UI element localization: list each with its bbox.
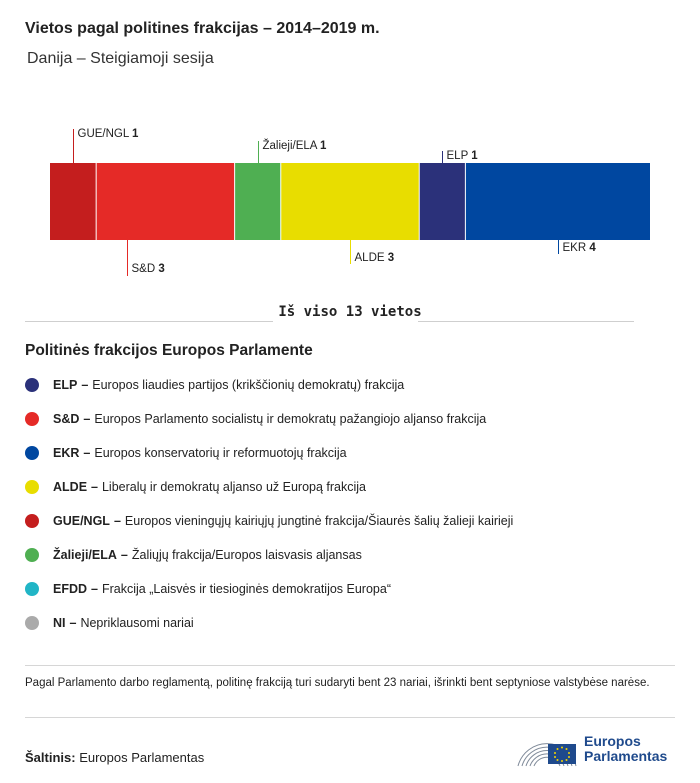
- logo-line-1: Europos: [584, 733, 641, 749]
- legend-abbreviation: GUE/NGL: [53, 514, 110, 528]
- legend-color-dot: [25, 446, 39, 460]
- legend-item: [25, 436, 513, 470]
- legend-separator: –: [83, 412, 91, 426]
- source-value: Europos Parlamentas: [79, 750, 205, 765]
- legend-abbreviation: EFDD: [53, 582, 88, 596]
- legend-item: [25, 572, 513, 606]
- legend-item: [25, 402, 513, 436]
- legend-color-dot: [25, 582, 39, 596]
- legend-separator: –: [113, 514, 121, 528]
- legend-item: [25, 504, 513, 538]
- legend-abbreviation: NI: [53, 616, 66, 630]
- data-label-name: ALDE: [354, 252, 388, 264]
- bar-segment: [281, 163, 419, 240]
- legend: [25, 368, 513, 640]
- legend-separator: –: [81, 378, 89, 392]
- legend-description: Europos vieningųjų kairiųjų jungtinė frakcija/Šiaurės šalių žalieji kairieji: [124, 514, 514, 528]
- legend-color-dot: [25, 548, 39, 562]
- legend-color-dot: [25, 616, 39, 630]
- data-label: [355, 252, 395, 264]
- data-label-name: S&D: [131, 263, 159, 275]
- bar-segment: [96, 163, 234, 240]
- legend-color-dot: [25, 480, 39, 494]
- legend-description: Nepriklausomi nariai: [80, 616, 194, 630]
- logo-wordmark: [584, 734, 667, 764]
- legend-title: Politinės frakcijos Europos Parlamente: [25, 342, 313, 359]
- legend-color-dot: [25, 412, 39, 426]
- seat-distribution-chart: [0, 0, 700, 300]
- total-seats-label: Iš viso 13 vietos: [278, 304, 422, 320]
- bar-segment: [50, 163, 96, 240]
- data-label-value: 3: [158, 263, 165, 275]
- data-label-name: GUE/NGL: [77, 128, 133, 140]
- data-label: [78, 128, 140, 140]
- legend-description: Europos Parlamento socialistų ir demokratų pažangiojo aljanso frakcija: [94, 412, 487, 426]
- legend-item: [25, 368, 513, 402]
- divider: [25, 665, 675, 666]
- bar-segment: [465, 163, 650, 240]
- source-label: Šaltinis:: [25, 750, 76, 765]
- legend-item: [25, 606, 513, 640]
- legend-separator: –: [120, 548, 128, 562]
- legend-separator: –: [69, 616, 77, 630]
- legend-abbreviation: EKR: [53, 446, 80, 460]
- data-label-name: Žalieji/ELA: [262, 140, 321, 152]
- legend-separator: –: [91, 480, 98, 494]
- bar-segment: [419, 163, 465, 240]
- legend-abbreviation: ALDE: [53, 480, 88, 494]
- data-label: [563, 242, 597, 254]
- chart-title: Vietos pagal politines frakcijas – 2014–2019 m.: [25, 20, 380, 37]
- parliament-hemicycle-eu-flag-icon: [514, 726, 580, 770]
- logo-line-2: Parlamentas: [584, 748, 668, 764]
- legend-color-dot: [25, 514, 39, 528]
- divider: [25, 717, 675, 718]
- european-parliament-logo: [514, 726, 684, 770]
- legend-abbreviation: Žalieji/ELA: [53, 548, 117, 562]
- legend-description: Europos konservatorių ir reformuotojų frakcija: [94, 446, 347, 460]
- data-label: [263, 139, 328, 152]
- legend-separator: –: [91, 582, 98, 596]
- data-label: [132, 263, 165, 275]
- source: [25, 750, 204, 765]
- data-label-value: 3: [387, 252, 395, 264]
- legend-description: Liberalų ir demokratų aljanso už Europą frakcija: [101, 480, 367, 494]
- legend-separator: –: [83, 446, 91, 460]
- legend-description: Frakcija „Laisvės ir tiesioginės demokratijos Europa“: [101, 582, 391, 596]
- legend-abbreviation: S&D: [53, 412, 80, 426]
- data-label-name: EKR: [562, 242, 590, 254]
- footnote: Pagal Parlamento darbo reglamentą, politinę frakciją turi sudaryti bent 23 nariai, išrinkti bent septyniose valstybėse narėse.: [25, 677, 650, 689]
- legend-abbreviation: ELP: [53, 378, 78, 392]
- legend-description: Europos liaudies partijos (krikščionių demokratų) frakcija: [92, 378, 405, 392]
- chart-subtitle: Danija – Steigiamoji sesija: [27, 50, 214, 67]
- data-label-value: 1: [320, 140, 327, 152]
- data-label-name: ELP: [446, 150, 472, 162]
- bar-segment: [235, 163, 281, 240]
- legend-color-dot: [25, 378, 39, 392]
- data-label-value: 1: [471, 150, 478, 162]
- data-label-value: 1: [132, 128, 139, 140]
- data-label: [447, 150, 479, 162]
- data-label-value: 4: [589, 242, 596, 254]
- legend-item: [25, 538, 513, 572]
- legend-item: [25, 470, 513, 504]
- legend-description: Žaliųjų frakcija/Europos laisvasis aljansas: [131, 548, 362, 562]
